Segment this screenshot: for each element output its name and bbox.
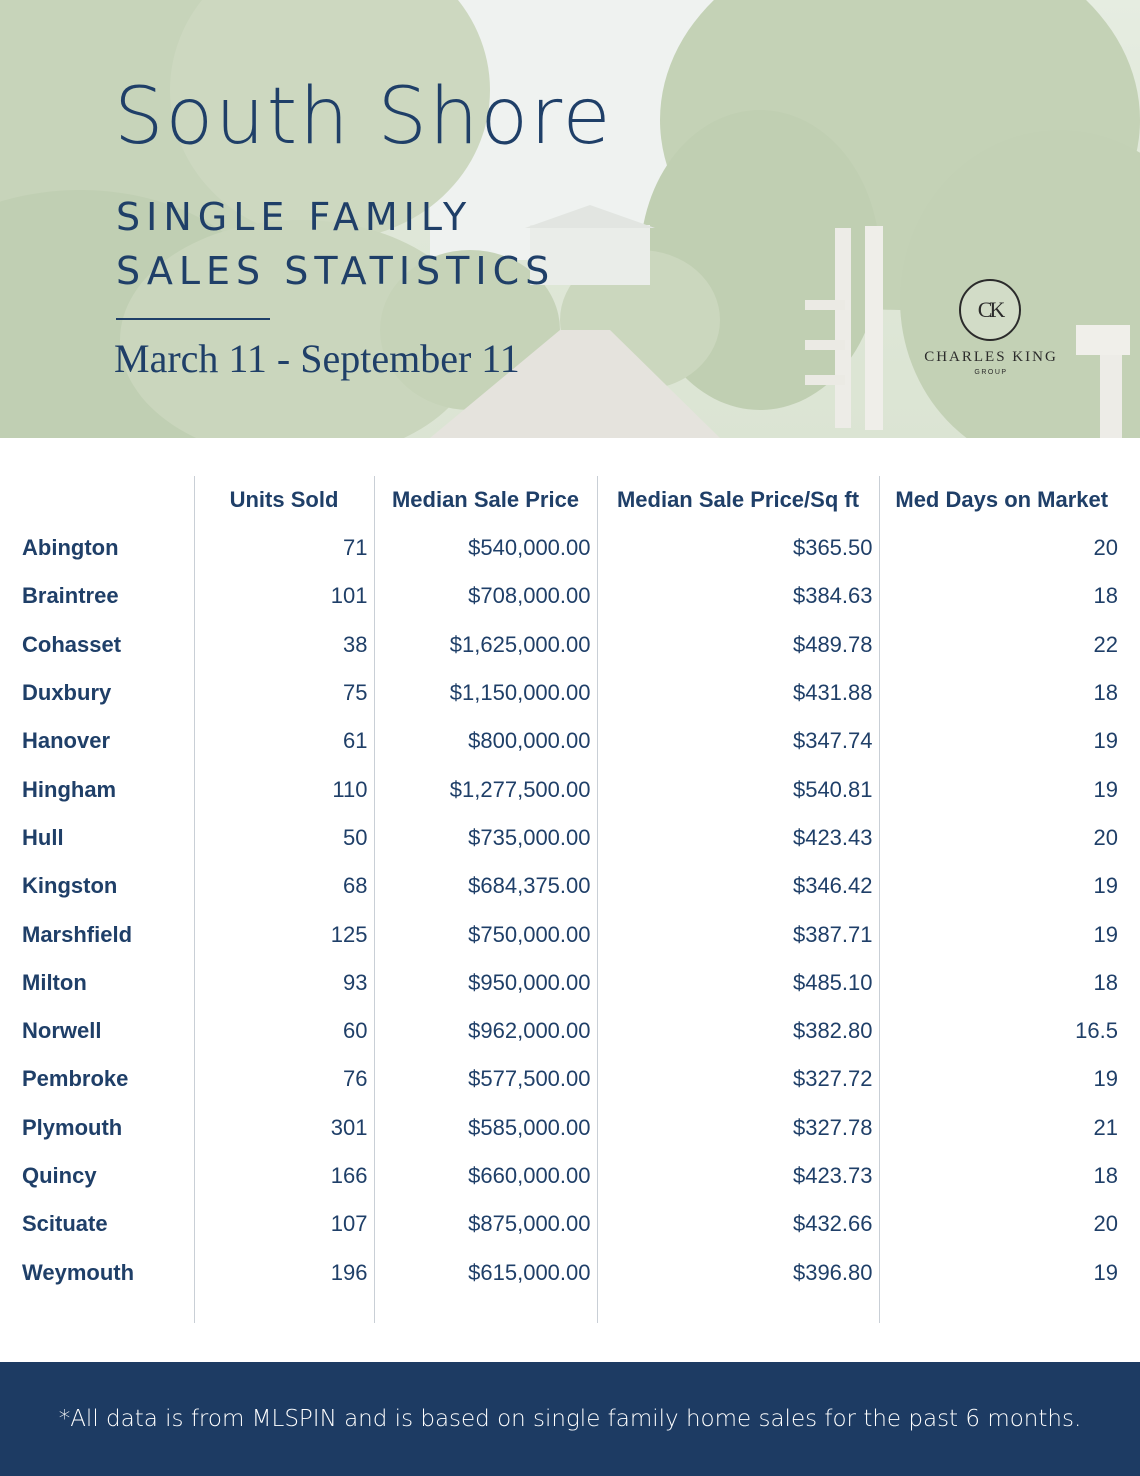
units-sold-cell: 60 [194,1007,374,1055]
median-price-sqft-cell: $432.66 [597,1200,879,1248]
median-sale-price-cell: $800,000.00 [374,717,597,765]
median-sale-price-cell: $1,150,000.00 [374,669,597,717]
table-row [16,765,1124,813]
table-row [16,669,1124,717]
units-sold-cell: 166 [194,1152,374,1200]
median-price-sqft-cell: $327.72 [597,1055,879,1103]
median-price-sqft-cell: $346.42 [597,862,879,910]
median-sale-price-cell: $962,000.00 [374,1007,597,1055]
units-sold-cell: 107 [194,1200,374,1248]
spacer-cell [374,1297,597,1323]
brand-logo [916,272,1066,382]
logo-name: CHARLES KING [924,349,1058,365]
town-name-cell: Hull [22,824,64,850]
town-name-cell: Hingham [22,776,117,802]
town-name-cell: Norwell [22,1018,102,1044]
town-name-cell: Quincy [22,1163,97,1188]
days-on-market-cell: 18 [879,669,1124,717]
town-name-cell: Pembroke [22,1066,129,1092]
median-sale-price-cell: $577,500.00 [374,1055,597,1103]
days-on-market-cell: 18 [879,1152,1124,1200]
median-sale-price-cell: $615,000.00 [374,1248,597,1296]
town-name-cell: Scituate [22,1211,108,1237]
table-header-row [16,476,1124,524]
median-price-sqft-cell: $485.10 [597,959,879,1007]
town-name-cell: Marshfield [22,921,133,947]
days-on-market-cell: 19 [879,1248,1124,1296]
table-row [16,814,1124,862]
units-sold-cell: 125 [194,910,374,958]
table-row [16,717,1124,765]
column-header-median-price-sqft: Median Sale Price/Sq ft [597,476,879,524]
table-spacer-row [16,1297,1124,1323]
date-range: March 11 - September 11 [114,336,520,381]
median-sale-price-cell: $540,000.00 [374,524,597,572]
table-row [16,1104,1124,1152]
town-name-cell: Duxbury [22,680,112,706]
units-sold-cell: 93 [194,959,374,1007]
units-sold-cell: 38 [194,621,374,669]
units-sold-cell: 61 [194,717,374,765]
page-title: South Shore [114,72,613,162]
table-row [16,572,1124,620]
median-sale-price-cell: $585,000.00 [374,1104,597,1152]
median-sale-price-cell: $750,000.00 [374,910,597,958]
median-sale-price-cell: $708,000.00 [374,572,597,620]
days-on-market-cell: 18 [879,572,1124,620]
table-row [16,524,1124,572]
days-on-market-cell: 20 [879,524,1124,572]
column-header-units-sold: Units Sold [194,476,374,524]
town-name-cell: Milton [22,969,87,995]
units-sold-cell: 68 [194,862,374,910]
days-on-market-cell: 22 [879,621,1124,669]
footer-bar [0,1362,1140,1476]
table-row [16,1055,1124,1103]
table-row [16,1152,1124,1200]
spacer-cell [597,1297,879,1323]
units-sold-cell: 196 [194,1248,374,1296]
days-on-market-cell: 19 [879,1055,1124,1103]
table-row [16,910,1124,958]
table-row [16,1007,1124,1055]
median-price-sqft-cell: $423.43 [597,814,879,862]
spacer-cell [194,1297,374,1323]
town-name-cell: Kingston [22,873,118,899]
median-price-sqft-cell: $396.80 [597,1248,879,1296]
days-on-market-cell: 20 [879,814,1124,862]
units-sold-cell: 101 [194,572,374,620]
median-price-sqft-cell: $347.74 [597,717,879,765]
days-on-market-cell: 21 [879,1104,1124,1152]
table-row [16,1200,1124,1248]
units-sold-cell: 71 [194,524,374,572]
median-price-sqft-cell: $382.80 [597,1007,879,1055]
median-price-sqft-cell: $489.78 [597,621,879,669]
sales-statistics-table [16,476,1124,1323]
days-on-market-cell: 20 [879,1200,1124,1248]
units-sold-cell: 76 [194,1055,374,1103]
days-on-market-cell: 19 [879,910,1124,958]
column-header-days-on-market: Med Days on Market [879,476,1124,524]
column-header-town [16,476,194,524]
median-price-sqft-cell: $384.63 [597,572,879,620]
days-on-market-cell: 19 [879,765,1124,813]
table-body [16,524,1124,1323]
town-name-cell: Abington [22,535,119,561]
table-row [16,862,1124,910]
median-sale-price-cell: $684,375.00 [374,862,597,910]
median-price-sqft-cell: $327.78 [597,1104,879,1152]
median-sale-price-cell: $950,000.00 [374,959,597,1007]
table-row [16,959,1124,1007]
subtitle-line-2: SALES STATISTICS [116,249,556,293]
median-sale-price-cell: $660,000.00 [374,1152,597,1200]
footer-disclaimer: *All data is from MLSPIN and is based on single family home sales for the past 6 months. [58,1406,1082,1432]
units-sold-cell: 110 [194,765,374,813]
title-divider [116,318,270,320]
spacer-cell [16,1297,194,1323]
days-on-market-cell: 16.5 [879,1007,1124,1055]
days-on-market-cell: 18 [879,959,1124,1007]
median-sale-price-cell: $1,625,000.00 [374,621,597,669]
median-price-sqft-cell: $431.88 [597,669,879,717]
logo-monogram: CK [959,279,1021,341]
units-sold-cell: 50 [194,814,374,862]
table-row [16,621,1124,669]
table-row [16,1248,1124,1296]
town-name-cell: Braintree [22,583,119,609]
median-price-sqft-cell: $423.73 [597,1152,879,1200]
median-sale-price-cell: $875,000.00 [374,1200,597,1248]
days-on-market-cell: 19 [879,862,1124,910]
median-sale-price-cell: $735,000.00 [374,814,597,862]
days-on-market-cell: 19 [879,717,1124,765]
median-price-sqft-cell: $365.50 [597,524,879,572]
town-name-cell: Hanover [22,728,111,754]
hero-banner [0,0,1140,438]
units-sold-cell: 75 [194,669,374,717]
median-price-sqft-cell: $387.71 [597,910,879,958]
column-header-median-sale-price: Median Sale Price [374,476,597,524]
median-price-sqft-cell: $540.81 [597,765,879,813]
town-name-cell: Cohasset [22,631,122,657]
town-name-cell: Weymouth [22,1259,135,1285]
units-sold-cell: 301 [194,1104,374,1152]
spacer-cell [879,1297,1124,1323]
town-name-cell: Plymouth [22,1114,123,1140]
logo-subtitle: GROUP [974,369,1008,376]
subtitle-line-1: SINGLE FAMILY [116,195,473,239]
median-sale-price-cell: $1,277,500.00 [374,765,597,813]
